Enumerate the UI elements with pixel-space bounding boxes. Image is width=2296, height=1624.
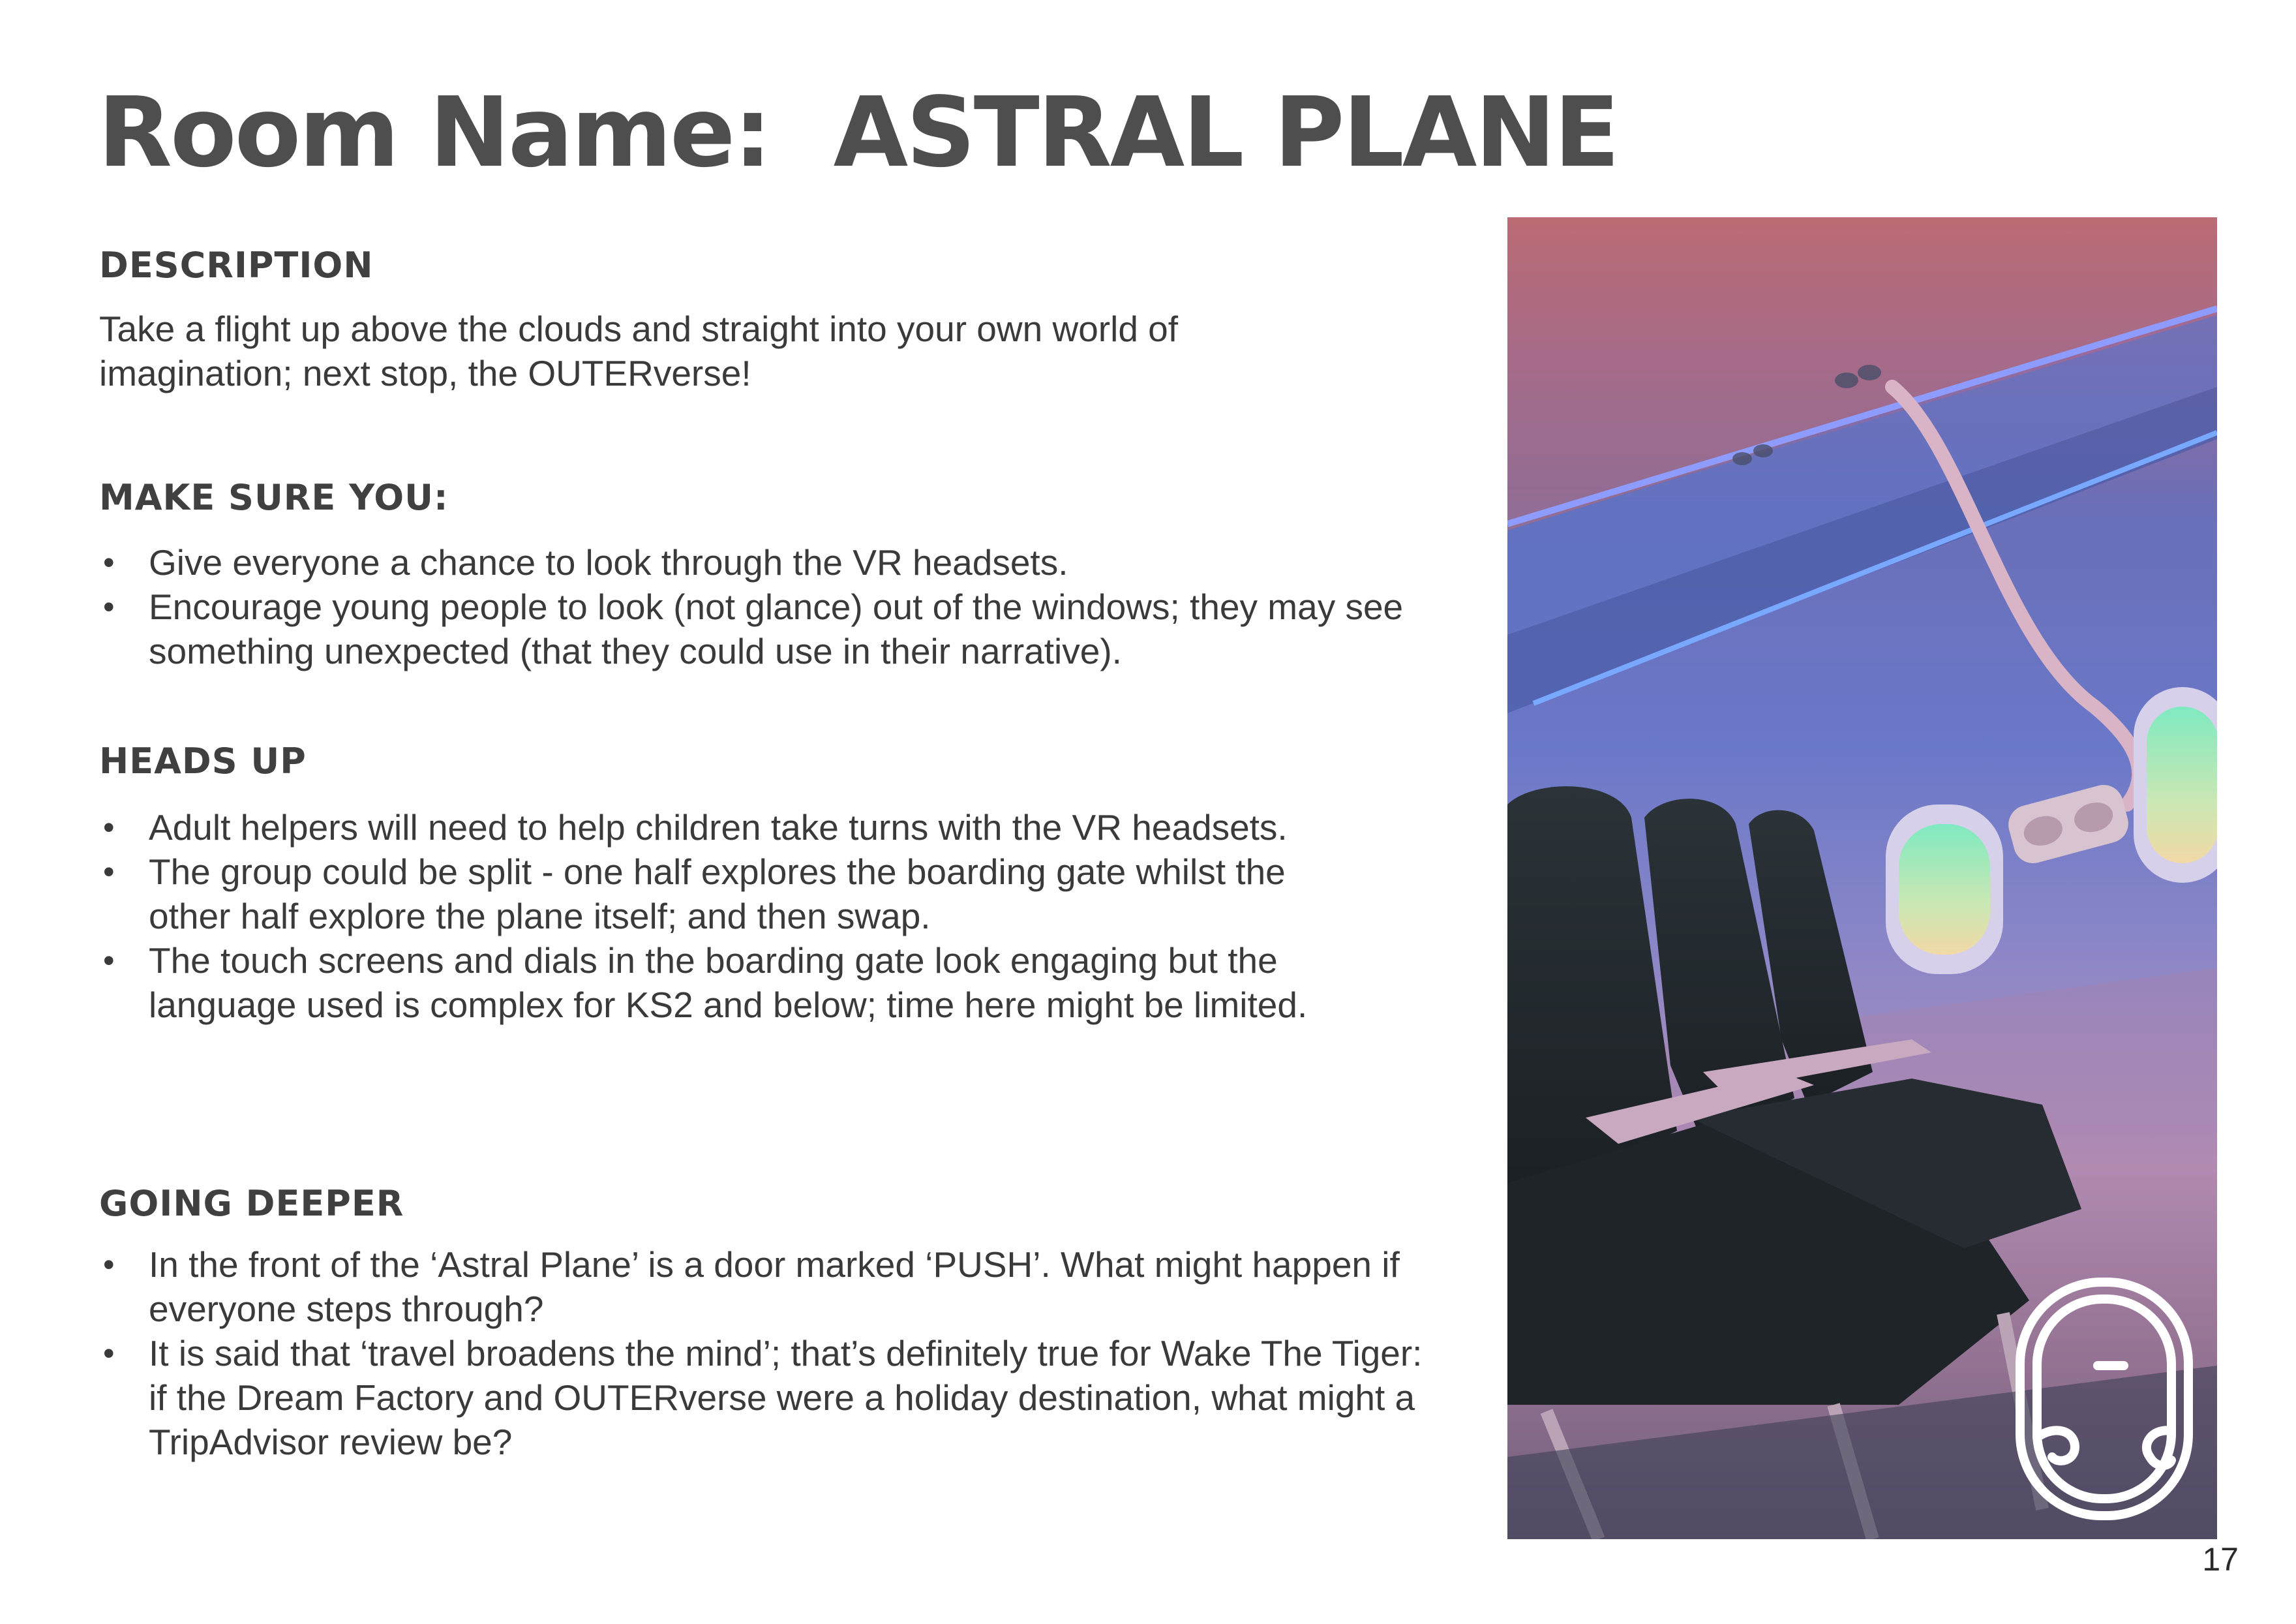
section-going-deeper: [99, 1181, 1443, 1464]
section-heading: MAKE SURE YOU:: [99, 477, 449, 518]
bullet-list: [99, 805, 1365, 1027]
section-make-sure: [99, 475, 1462, 673]
section-heading: HEADS UP: [99, 741, 307, 782]
section-heads-up: [99, 739, 1365, 1027]
section-description: [99, 243, 1462, 395]
section-heading: DESCRIPTION: [99, 245, 374, 286]
list-item: • In the front of the ‘Astral Plane’ is a door marked ‘PUSH’. What might happen if everyone steps through?: [99, 1242, 1443, 1331]
list-item: • It is said that ‘travel broadens the mind’; that’s definitely true for Wake The Tiger: if the Dream Factory and OUTERverse were a holiday destination, what might a TripAdvisor review be?: [99, 1331, 1443, 1464]
section-heading: GOING DEEPER: [99, 1183, 404, 1224]
list-item: • Give everyone a chance to look through the VR headsets.: [99, 540, 1462, 585]
list-item: • The group could be split - one half explores the boarding gate whilst the other half explore the plane itself; and then swap.: [99, 850, 1365, 938]
list-item: • Encourage young people to look (not glance) out of the windows; they may see something unexpected (that they could use in their narrative).: [99, 585, 1462, 673]
bullet-list: [99, 540, 1462, 673]
description-line: Take a flight up above the clouds and straight into your own world of: [99, 309, 1179, 349]
description-line: imagination; next stop, the OUTERverse!: [99, 353, 751, 393]
cabin-photo: [1507, 217, 2217, 1539]
page-number: 17: [2202, 1541, 2239, 1578]
list-item: • Adult helpers will need to help children take turns with the VR headsets.: [99, 805, 1365, 850]
page-title: Room Name: ASTRAL PLANE: [98, 76, 1618, 189]
list-item: • The touch screens and dials in the boarding gate look engaging but the language used is complex for KS2 and below; time here might be limited.: [99, 938, 1365, 1027]
bullet-list: [99, 1242, 1443, 1464]
